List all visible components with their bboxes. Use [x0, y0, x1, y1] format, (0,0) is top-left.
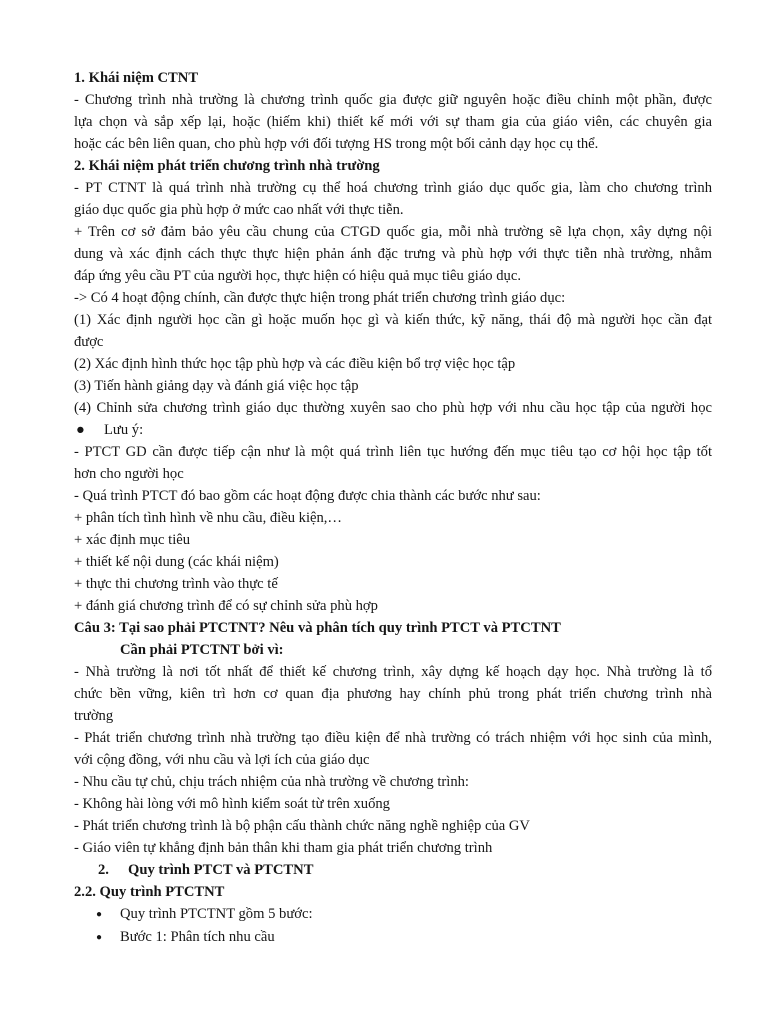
paragraph-line: - Phát triển chương trình nhà trường tạo điều kiện để nhà trường có trách nhiệm với học sinh của mình, [74, 730, 712, 746]
bullet-item [74, 419, 712, 441]
paragraph-line: + xác định mục tiêu [74, 532, 191, 548]
section-heading [74, 859, 712, 881]
section-heading: Câu 3: Tại sao phải PTCTNT? Nêu và phân tích quy trình PTCT và PTCTNT [74, 620, 561, 636]
list-item [74, 903, 712, 926]
paragraph-line: - Chương trình nhà trường là chương trình quốc gia được giữ nguyên hoặc điều chỉnh một phần, được [74, 92, 712, 108]
paragraph-line: trường [74, 708, 114, 724]
document-page [74, 67, 712, 949]
paragraph-line: - Phát triển chương trình là bộ phận cấu thành chức năng nghề nghiệp của GV [74, 818, 530, 834]
paragraph-line: được [74, 334, 104, 350]
bullet-icon: ● [96, 932, 103, 943]
heading-number: 2. [98, 862, 109, 878]
heading-text: Quy trình PTCT và PTCTNT [128, 862, 314, 878]
paragraph-line: đáp ứng yêu cầu PT của người học, thực hiện có hiệu quả mục tiêu giáo dục. [74, 268, 521, 284]
paragraph-line: hơn cho người học [74, 466, 184, 482]
paragraph-line: với cộng đồng, với nhu cầu và lợi ích của giáo dục [74, 752, 370, 768]
paragraph-line: - Giáo viên tự khẳng định bản thân khi tham gia phát triển chương trình [74, 840, 493, 856]
bullet-icon: ● [96, 909, 103, 920]
paragraph-line: (4) Chỉnh sửa chương trình giáo dục thường xuyên sao cho phù hợp với nhu cầu học tập của người học [74, 400, 712, 416]
paragraph-line: - PT CTNT là quá trình nhà trường cụ thể hoá chương trình giáo dục quốc gia, làm cho chương trình [74, 180, 712, 196]
paragraph-line: + đánh giá chương trình để có sự chỉnh sửa phù hợp [74, 598, 378, 614]
paragraph-line: chức bền vững, kiên trì hơn cơ quan địa phương hay chính phủ trong phát triển chương trình nhà [74, 686, 712, 702]
list-item-text: Bước 1: Phân tích nhu cầu [120, 929, 275, 945]
paragraph-line: (1) Xác định người học cần gì hoặc muốn học gì và kiến thức, kỹ năng, thái độ mà người học cần đạt [74, 312, 712, 328]
paragraph-line: - Nhà trường là nơi tốt nhất để thiết kế chương trình, xây dựng kế hoạch dạy học. Nhà trường là tổ [74, 664, 712, 680]
paragraph-line: hoặc các bên liên quan, cho phù hợp với đối tượng HS trong một bối cảnh dạy học cụ thể. [74, 136, 599, 152]
paragraph-line: dung và xác định cách thực thực hiện phản ánh đặc trưng và phù hợp với thực tiễn nhà trường, nhằm [74, 246, 712, 262]
paragraph-line: - Nhu cầu tự chủ, chịu trách nhiệm của nhà trường về chương trình: [74, 774, 469, 790]
paragraph-line: + phân tích tình hình về nhu cầu, điều kiện,… [74, 510, 343, 526]
bullet-text: Lưu ý: [104, 422, 144, 438]
paragraph-line: - Quá trình PTCT đó bao gồm các hoạt động được chia thành các bước như sau: [74, 488, 541, 504]
section-heading: 1. Khái niệm CTNT [74, 70, 199, 86]
bullet-icon: ● [76, 422, 85, 438]
section-heading: 2.2. Quy trình PTCTNT [74, 884, 225, 900]
paragraph-line: (3) Tiến hành giảng dạy và đánh giá việc học tập [74, 378, 359, 394]
paragraph-line: lựa chọn và sắp xếp lại, hoặc (hiếm khi) thiết kế mới với sự tham gia của giáo viên, các chuyên gia [74, 114, 712, 130]
paragraph-line: + Trên cơ sở đảm bảo yêu cầu chung của CTGD quốc gia, mỗi nhà trường sẽ lựa chọn, xây dựng nội [74, 224, 712, 240]
section-heading: 2. Khái niệm phát triển chương trình nhà trường [74, 158, 380, 174]
paragraph-line: giáo dục quốc gia phù hợp ở mức cao nhất với thực tiễn. [74, 202, 404, 218]
list-item [74, 926, 712, 949]
paragraph-line: + thiết kế nội dung (các khái niệm) [74, 554, 279, 570]
paragraph-line: (2) Xác định hình thức học tập phù hợp và các điều kiện bổ trợ việc học tập [74, 356, 516, 372]
sub-heading: Cần phải PTCTNT bởi vì: [120, 642, 284, 658]
paragraph-line: - Không hài lòng với mô hình kiểm soát từ trên xuống [74, 796, 390, 812]
paragraph-line: + thực thi chương trình vào thực tế [74, 576, 278, 592]
paragraph-line: - PTCT GD cần được tiếp cận như là một quá trình liên tục hướng đến mục tiêu tạo cơ hội học tập tốt [74, 444, 712, 460]
paragraph-line: -> Có 4 hoạt động chính, cần được thực hiện trong phát triển chương trình giáo dục: [74, 290, 566, 306]
list-item-text: Quy trình PTCTNT gồm 5 bước: [120, 906, 313, 922]
